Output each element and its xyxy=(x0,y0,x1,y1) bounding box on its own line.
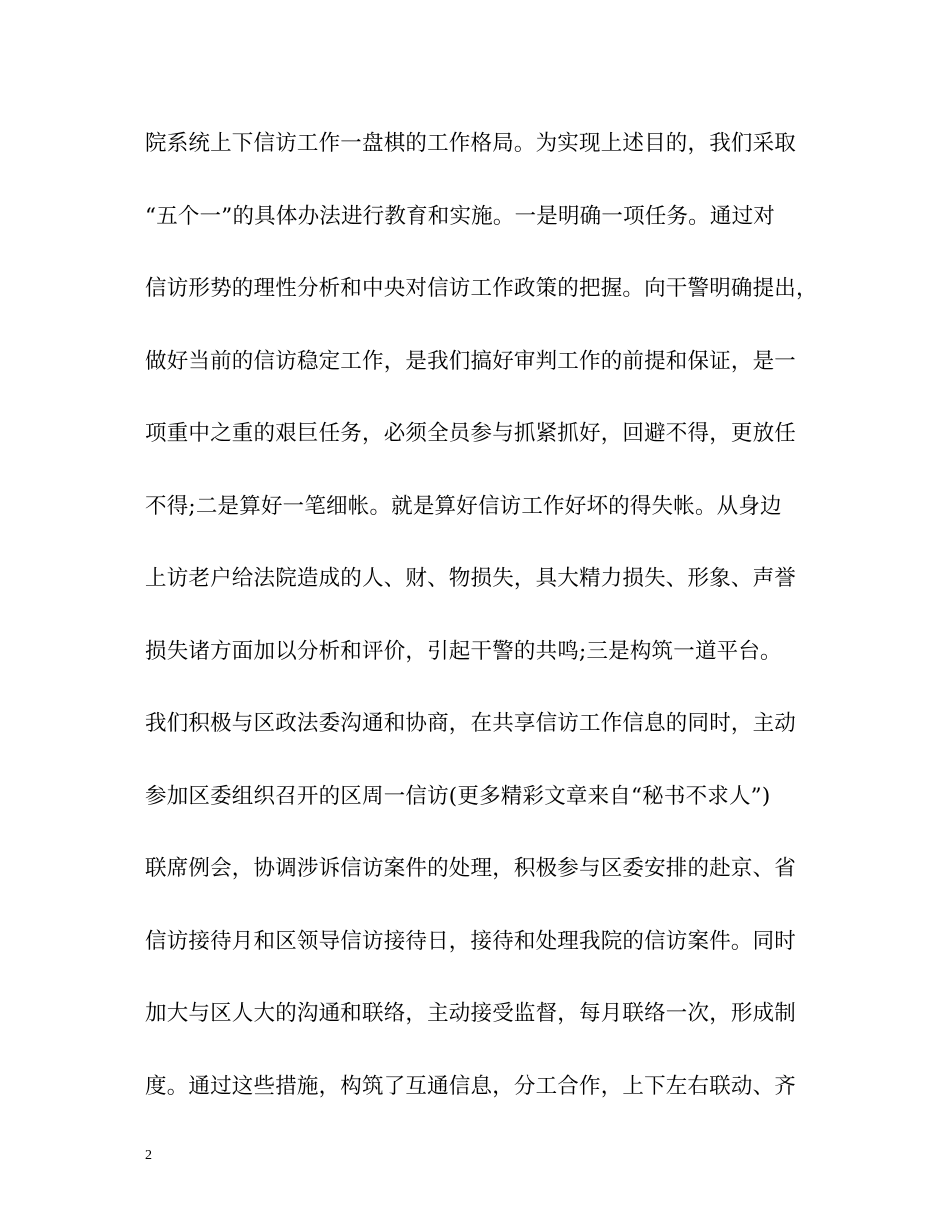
text-line: 参加区委组织召开的区周一信访(更多精彩文章来自“秘书不求人”) xyxy=(145,783,771,809)
text-line: 损失诸方面加以分析和评价，引起干警的共鸣;三是构筑一道平台。 xyxy=(145,638,782,664)
text-line: 项重中之重的艰巨任务，必须全员参与抓紧抓好，回避不得，更放任 xyxy=(145,421,797,446)
text-line: 上访老户给法院造成的人、财、物损失，具大精力损失、形象、声誉 xyxy=(145,566,797,591)
text-line: 院系统上下信访工作一盘棋的工作格局。为实现上述目的，我们采取 xyxy=(145,131,797,156)
text-line: 联席例会，协调涉诉信访案件的处理，积极参与区委安排的赴京、省 xyxy=(145,856,797,881)
text-line: 我们积极与区政法委沟通和协商，在共享信访工作信息的同时，主动 xyxy=(145,711,797,736)
body-text xyxy=(145,124,818,1139)
text-line: 加大与区人大的沟通和联络，主动接受监督，每月联络一次，形成制 xyxy=(145,1001,797,1026)
page-number: 2 xyxy=(145,1148,152,1163)
text-line: “五个一”的具体办法进行教育和实施。一是明确一项任务。通过对 xyxy=(145,203,775,229)
text-line: 信访接待月和区领导信访接待日，接待和处理我院的信访案件。同时 xyxy=(145,928,797,954)
text-line: 信访形势的理性分析和中央对信访工作政策的把握。向干警明确提出， xyxy=(145,276,818,301)
text-line: 做好当前的信访稳定工作，是我们搞好审判工作的前提和保证，是一 xyxy=(145,348,797,374)
text-line: 度。通过这些措施，构筑了互通信息，分工合作，上下左右联动、齐 xyxy=(145,1073,797,1099)
text-line: 不得;二是算好一笔细帐。就是算好信访工作好坏的得失帐。从身边 xyxy=(145,493,782,519)
